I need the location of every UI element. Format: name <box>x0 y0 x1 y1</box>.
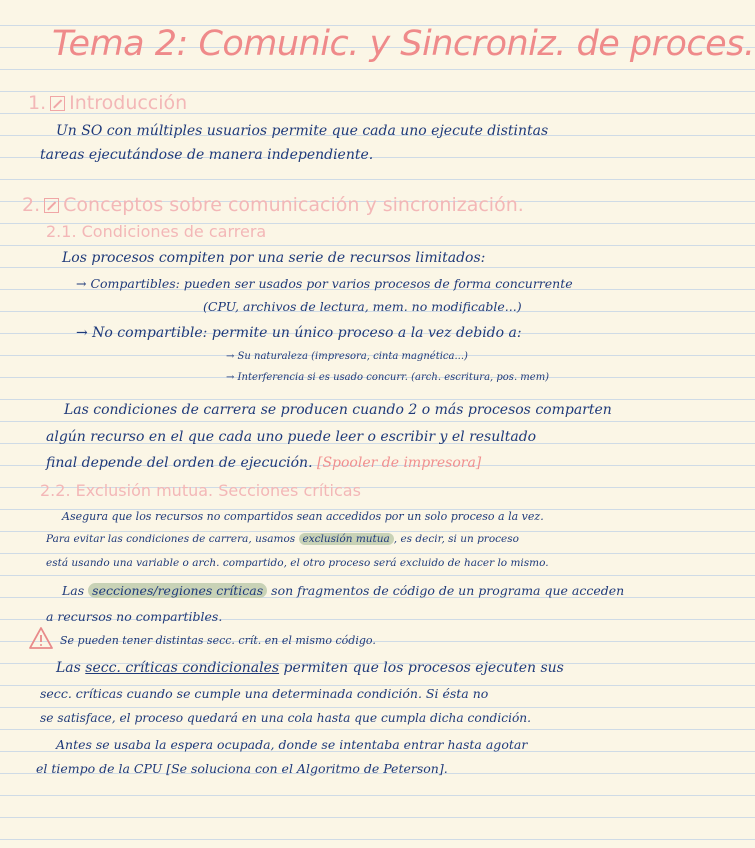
cs-text-a: Las <box>62 583 85 598</box>
cs-text-c: son fragmentos de código de un programa que acceden <box>271 583 625 598</box>
race-condition-line-3 <box>46 455 481 471</box>
critical-section-line-1 <box>62 583 624 598</box>
warning-note: Se pueden tener distintas secc. crít. en el mismo código. <box>60 634 376 647</box>
conditional-cs-line-2: secc. críticas cuando se cumple una determinada condición. Si ésta no <box>40 686 489 701</box>
critical-section-line-2: a recursos no compartibles. <box>46 609 223 624</box>
intro-line-1: Un SO con múltiples usuarios permite que cada uno ejecute distintas <box>56 123 549 139</box>
compartibles-line: → Compartibles: pueden ser usados por varios procesos de forma concurrente <box>76 276 573 291</box>
naturaleza-line: → Su naturaleza (impresora, cinta magnética...) <box>226 351 468 362</box>
cs-highlight: secciones/regiones críticas <box>88 583 267 598</box>
section-1-heading <box>28 92 187 114</box>
page-title: Tema 2: Comunic. y Sincroniz. de proces. <box>52 24 755 64</box>
mutex-line-3: está usando una variable o arch. compartido, el otro proceso será excluido de hacer lo mismo. <box>46 557 549 569</box>
race-condition-text: final depende del orden de ejecución. <box>46 455 313 471</box>
race-condition-line-2: algún recurso en el que cada uno puede leer o escribir y el resultado <box>46 429 537 445</box>
spooler-example: [Spooler de impresora] <box>316 455 482 471</box>
compartibles-examples: (CPU, archivos de lectura, mem. no modificable...) <box>203 299 522 314</box>
section-1-number: 1. <box>28 92 47 114</box>
conditional-cs-line-3: se satisface, el proceso quedará en una cola hasta que cumpla dicha condición. <box>40 711 532 725</box>
ccs-text-c: permiten que los procesos ejecuten sus <box>283 660 564 676</box>
no-compartible-line: → No compartible: permite un único proceso a la vez debido a: <box>76 325 522 341</box>
subsection-2-1-heading: 2.1. Condiciones de carrera <box>46 222 267 241</box>
busy-wait-line-1: Antes se usaba la espera ocupada, donde se intentaba entrar hasta agotar <box>56 737 528 752</box>
busy-wait-line-2: el tiempo de la CPU [Se soluciona con el Algoritmo de Peterson]. <box>36 761 448 776</box>
mutex-text-a: Para evitar las condiciones de carrera, usamos <box>46 533 296 545</box>
warning-icon <box>28 626 54 650</box>
ccs-underlined: secc. críticas condicionales <box>85 660 280 676</box>
subsection-2-2-heading: 2.2. Exclusión mutua. Secciones críticas <box>40 481 361 500</box>
section-2-heading <box>22 194 524 216</box>
intro-line-2: tareas ejecutándose de manera independiente. <box>40 147 374 163</box>
mutex-text-c: , es decir, si un proceso <box>393 533 519 545</box>
interferencia-line: → Interferencia si es usado concurr. (arch. escritura, pos. mem) <box>226 372 550 383</box>
conditional-cs-line-1 <box>56 660 564 676</box>
section-2-title: Conceptos sobre comunicación y sincronización. <box>63 194 524 216</box>
checkbox-icon <box>50 96 65 111</box>
ccs-text-a: Las <box>56 660 81 676</box>
checkbox-icon <box>44 198 59 213</box>
mutex-line-1: Asegura que los recursos no compartidos sean accedidos por un solo proceso a la vez. <box>62 510 544 523</box>
race-condition-line-1: Las condiciones de carrera se producen cuando 2 o más procesos comparten <box>64 402 612 418</box>
mutex-line-2 <box>46 533 519 545</box>
section-1-title: Introducción <box>69 92 188 114</box>
mutex-highlight: exclusión mutua <box>299 533 394 545</box>
section-2-number: 2. <box>22 194 41 216</box>
resources-intro: Los procesos compiten por una serie de recursos limitados: <box>62 250 486 266</box>
